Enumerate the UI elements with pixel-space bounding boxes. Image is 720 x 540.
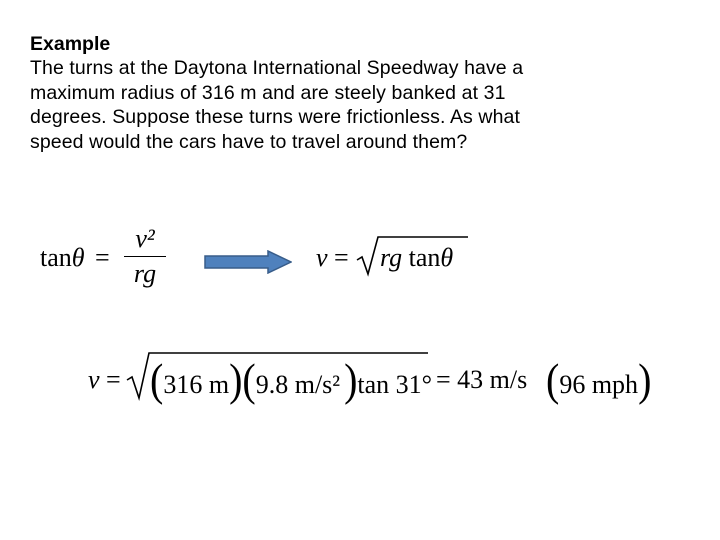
example-heading: Example	[30, 33, 111, 55]
eq3-conversion: 96 mph	[559, 370, 639, 399]
problem-line: degrees. Suppose these turns were frictionless. As what	[30, 106, 521, 128]
paren-close: )	[229, 353, 243, 406]
eq1-fraction	[124, 224, 166, 289]
eq1-denominator: rg	[133, 259, 157, 288]
eq3-term3: tan 31°	[357, 370, 433, 399]
paren-open: (	[546, 353, 560, 406]
eq2-equals: =	[334, 243, 349, 272]
eq1-numerator: v²	[135, 224, 155, 253]
right-arrow-icon	[204, 250, 292, 279]
paren-open: (	[242, 353, 256, 406]
fraction-bar	[124, 256, 166, 257]
eq1-func: tan	[40, 243, 72, 272]
eq1-equals: =	[95, 243, 110, 272]
eq3-lhs: v	[88, 365, 100, 394]
eq2-lhs: v	[316, 243, 328, 272]
paren-close: )	[344, 353, 358, 406]
eq3-term2: 9.8 m/s²	[255, 370, 341, 399]
paren-close: )	[638, 353, 652, 406]
eq3-result: 43 m/s	[457, 365, 528, 394]
problem-line: The turns at the Daytona International Speedway have a	[30, 57, 524, 79]
problem-text	[30, 56, 690, 154]
eq3-term1: 316 m	[163, 370, 230, 399]
eq1-var: θ	[71, 243, 85, 272]
problem-line: maximum radius of 316 m and are steely banked at 31	[30, 81, 506, 104]
problem-line: speed would the cars have to travel around them?	[30, 130, 468, 153]
eq3-equals2: =	[436, 365, 451, 394]
eq2-vars: rg	[380, 243, 403, 272]
paren-open: (	[150, 353, 164, 406]
eq2-var: θ	[440, 243, 454, 272]
eq3-equals: =	[106, 365, 121, 394]
eq2-func: tan	[408, 243, 441, 272]
